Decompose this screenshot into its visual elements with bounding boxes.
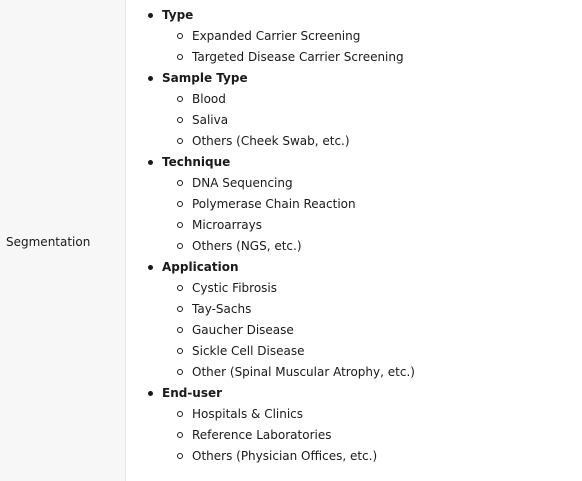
segment-group bbox=[126, 383, 415, 467]
segment-list-item: Expanded Carrier Screening bbox=[126, 26, 415, 47]
segment-sublist bbox=[126, 173, 415, 257]
segment-list-item: Others (Cheek Swab, etc.) bbox=[126, 131, 415, 152]
segment-sublist bbox=[126, 26, 415, 68]
segment-list-item: Tay-Sachs bbox=[126, 299, 415, 320]
segment-sublist bbox=[126, 89, 415, 152]
segment-group-title: Sample Type bbox=[126, 68, 415, 89]
row-content-cell bbox=[126, 0, 582, 481]
segment-list-item: Targeted Disease Carrier Screening bbox=[126, 47, 415, 68]
row-header-cell bbox=[0, 0, 126, 481]
segment-group-title: Technique bbox=[126, 152, 415, 173]
segmentation-list bbox=[126, 5, 415, 467]
row-label: Segmentation bbox=[6, 235, 91, 249]
segment-group bbox=[126, 152, 415, 257]
segment-list-item: Gaucher Disease bbox=[126, 320, 415, 341]
segment-list-item: DNA Sequencing bbox=[126, 173, 415, 194]
segment-list-item: Cystic Fibrosis bbox=[126, 278, 415, 299]
segment-list-item: Sickle Cell Disease bbox=[126, 341, 415, 362]
segment-group bbox=[126, 68, 415, 152]
segment-sublist bbox=[126, 404, 415, 467]
segment-group bbox=[126, 257, 415, 383]
segment-list-item: Other (Spinal Muscular Atrophy, etc.) bbox=[126, 362, 415, 383]
segment-list-item: Hospitals & Clinics bbox=[126, 404, 415, 425]
segment-group bbox=[126, 5, 415, 68]
segment-list-item: Reference Laboratories bbox=[126, 425, 415, 446]
segment-group-title: End-user bbox=[126, 383, 415, 404]
segment-list-item: Microarrays bbox=[126, 215, 415, 236]
segment-list-item: Blood bbox=[126, 89, 415, 110]
segment-list-item: Others (Physician Offices, etc.) bbox=[126, 446, 415, 467]
segment-list-item: Others (NGS, etc.) bbox=[126, 236, 415, 257]
segment-group-title: Application bbox=[126, 257, 415, 278]
segment-sublist bbox=[126, 278, 415, 383]
segment-list-item: Polymerase Chain Reaction bbox=[126, 194, 415, 215]
segment-group-title: Type bbox=[126, 5, 415, 26]
segment-list-item: Saliva bbox=[126, 110, 415, 131]
